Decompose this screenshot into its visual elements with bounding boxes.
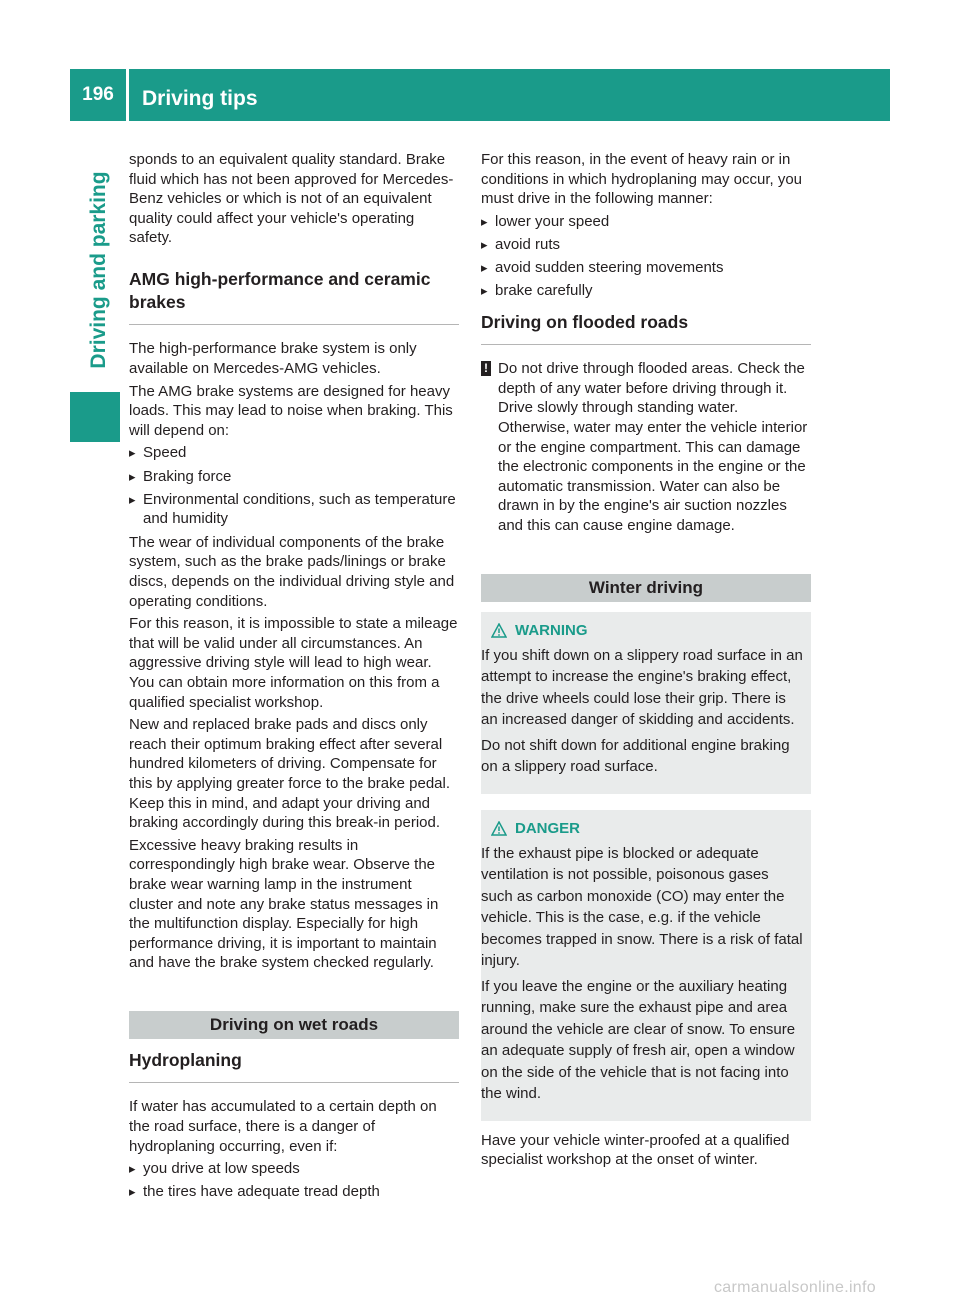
exclamation-icon: !	[481, 361, 491, 376]
amg-paragraph-2: The AMG brake systems are designed for heavy loads. This may lead to noise when braking. This will depend on:	[129, 382, 453, 439]
danger-paragraph-2: If you leave the engine or the auxiliary heating running, make sure the exhaust pipe and area around the vehicle are clear of snow. To ensure an adequate supply of fresh air, open a window on the side of the vehicle that is not facing into the wind.	[481, 977, 796, 1102]
right-column	[481, 150, 811, 1173]
left-column	[129, 150, 459, 1206]
flood-note-text: Do not drive through flooded areas. Check the depth of any water before driving through it. Drive slowly through standing water. Otherwise, water may enter the vehicle interior or the engine compartment. This can damage the electronic components in the engine or the automatic transmission. Water can also be drawn in by the engine's air suction nozzles and this can cause engine damage.	[498, 360, 808, 534]
side-tab-marker	[70, 392, 120, 442]
list-item: ▸ Environmental conditions, such as temperature and humidity	[129, 490, 459, 529]
warning-triangle-icon	[491, 623, 507, 638]
side-tab-label: Driving and parking	[87, 171, 110, 369]
list-item: ▸ avoid sudden steering movements	[481, 258, 811, 278]
danger-label: DANGER	[515, 819, 581, 837]
list-item: ▸ avoid ruts	[481, 235, 811, 255]
page-number: 196	[82, 84, 114, 105]
warning-header	[481, 622, 803, 639]
intro-paragraph: sponds to an equivalent quality standard. Brake fluid which has not been approved for Mercedes-Benz vehicles or which is not of an equivalent quality could affect your vehicle's operating safety.	[129, 151, 454, 247]
amg-bullet-list	[129, 443, 459, 528]
list-item: ▸ you drive at low speeds	[129, 1159, 459, 1179]
amg-paragraph-4: For this reason, it is impossible to state a mileage that will be valid under all circumstances. An aggressive driving style will lead to high wear. You can obtain more information on this from a qualified specialist workshop.	[129, 615, 458, 711]
warning-paragraph-1: If you shift down on a slippery road surface in an attempt to increase the engine's braking effect, the drive wheels could lose their grip. There is an increased danger of skidding and accidents.	[481, 646, 803, 728]
list-item: ▸ lower your speed	[481, 212, 811, 232]
hydroplaning-advice-list	[481, 212, 811, 301]
danger-triangle-icon	[491, 821, 507, 836]
flood-note	[481, 359, 811, 535]
amg-paragraph-3: The wear of individual components of the brake system, such as the brake pads/linings or brake discs, depends on the individual driving style and operating conditions.	[129, 533, 455, 610]
danger-header	[481, 820, 803, 837]
hydroplaning-advice-paragraph: For this reason, in the event of heavy rain or in conditions in which hydroplaning may occur, you must drive in the following manner:	[481, 151, 803, 208]
danger-box	[481, 810, 811, 1121]
amg-paragraph-5: New and replaced brake pads and discs only reach their optimum braking effect after several hundred kilometers of driving. Compensate for this by applying greater force to the brake pedal. Keep this in mind, and adapt your driving and braking accordingly during this break-in period.	[129, 716, 451, 832]
header-divider	[126, 69, 129, 121]
amg-heading: AMG high-performance and ceramic brakes	[129, 268, 431, 312]
hydroplaning-heading: Hydroplaning	[129, 1049, 242, 1070]
list-item: ▸ the tires have adequate tread depth	[129, 1182, 459, 1202]
page-title: Driving tips	[142, 87, 258, 110]
amg-paragraph-6: Excessive heavy braking results in correspondingly high brake wear. Observe the brake wear warning lamp in the instrument cluster and note any brake status messages in the multifunction display. Especially for high performance driving, it is important to maintain and have the brake system checked regularly.	[129, 836, 439, 972]
warning-label: WARNING	[515, 621, 588, 639]
flooded-roads-heading-rule	[481, 344, 811, 346]
list-item: ▸ brake carefully	[481, 281, 811, 301]
warning-box	[481, 612, 811, 794]
section-box-wet-roads: Driving on wet roads	[129, 1011, 459, 1039]
flooded-roads-heading: Driving on flooded roads	[481, 311, 689, 332]
section-box-winter-driving: Winter driving	[481, 574, 811, 602]
list-item: ▸ Speed	[129, 443, 459, 463]
warning-paragraph-2: Do not shift down for additional engine braking on a slippery road surface.	[481, 736, 790, 775]
winter-proofing-paragraph: Have your vehicle winter-proofed at a qualified specialist workshop at the onset of winter.	[481, 1131, 790, 1169]
hydroplaning-heading-rule	[129, 1082, 459, 1084]
danger-paragraph-1: If the exhaust pipe is blocked or adequate ventilation is not possible, poisonous gases such as carbon monoxide (CO) may enter the vehicle. This is the case, e.g. if the vehicle becomes trapped in snow. There is a risk of fatal injury.	[481, 844, 803, 969]
amg-heading-rule	[129, 324, 459, 326]
watermark: carmanualsonline.info	[714, 1279, 876, 1296]
hydroplaning-paragraph: If water has accumulated to a certain depth on the road surface, there is a danger of hydroplaning occurring, even if:	[129, 1098, 437, 1155]
list-item: ▸ Braking force	[129, 467, 459, 487]
hydroplaning-conditions-list	[129, 1159, 459, 1202]
amg-paragraph-1: The high-performance brake system is only available on Mercedes-AMG vehicles.	[129, 340, 417, 378]
